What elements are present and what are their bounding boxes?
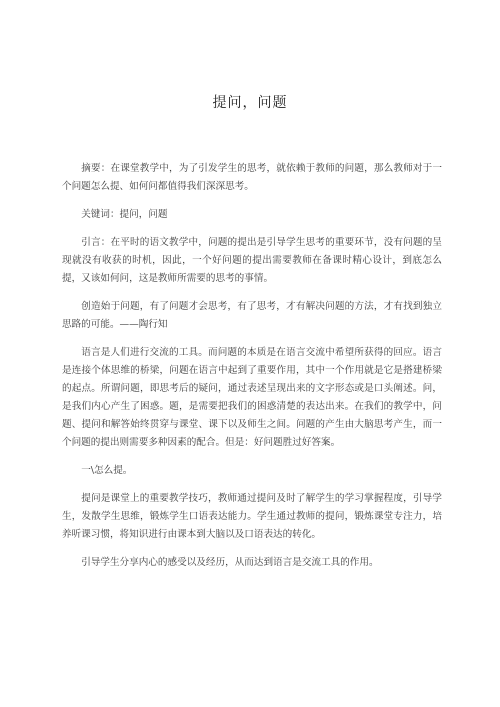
section-heading: 一\怎么提。 xyxy=(81,465,133,476)
keywords-paragraph: 关键词：提问，问题 xyxy=(81,209,168,220)
abstract-paragraph: 摘要：在课堂教学中，为了引发学生的思考，就依赖于教师的问题，那么教师对于一个问题怎么提、如何问都值得我们深深思考。 xyxy=(62,163,442,192)
document-body xyxy=(62,160,442,582)
document-title: 提问，问题 xyxy=(212,95,288,111)
quote-paragraph: 创造始于问题，有了问题才会思考，有了思考，才有解决问题的方法，才有找到独立思路的可能。——陶行知 xyxy=(62,301,442,330)
body-paragraph: 引导学生分享内心的感受以及经历，从而达到语言是交流工具的作用。 xyxy=(81,557,379,568)
body-paragraph: 语言是人们进行交流的工具。而问题的本质是在语言交流中希望所获得的回应。语言是连接个体思维的桥梁，问题在语言中起到了重要作用，其中一个作用就是它是搭建桥梁的起点。所谓问题，即思考后的疑问，通过表述呈现出来的文字形态或是口头阐述。问，是我们内心产生了困惑。题，是需要把我们的困惑清楚的表达出来。在我们的教学中，问题、提问和解答始终贯穿与课堂、课下以及师生之间。问题的产生由大脑思考产生，而一个问题的提出则需要多种因素的配合。但是：好问题胜过好答案。 xyxy=(62,347,442,448)
introduction-paragraph: 引言：在平时的语文教学中，问题的提出是引导学生思考的重要环节，没有问题的呈现就没有收获的时机，因此，一个好问题的提出需要教师在备课时精心设计，到底怎么提，又该如何问，这是教师所需要的思考的事情。 xyxy=(62,237,442,284)
body-paragraph: 提问是课堂上的重要教学技巧，教师通过提问及时了解学生的学习掌握程度，引导学生，发散学生思维，锻炼学生口语表达能力。学生通过教师的提问，锻炼课堂专注力，培养听课习惯，将知识进行由课本到大脑以及口语表达的转化。 xyxy=(62,493,442,540)
